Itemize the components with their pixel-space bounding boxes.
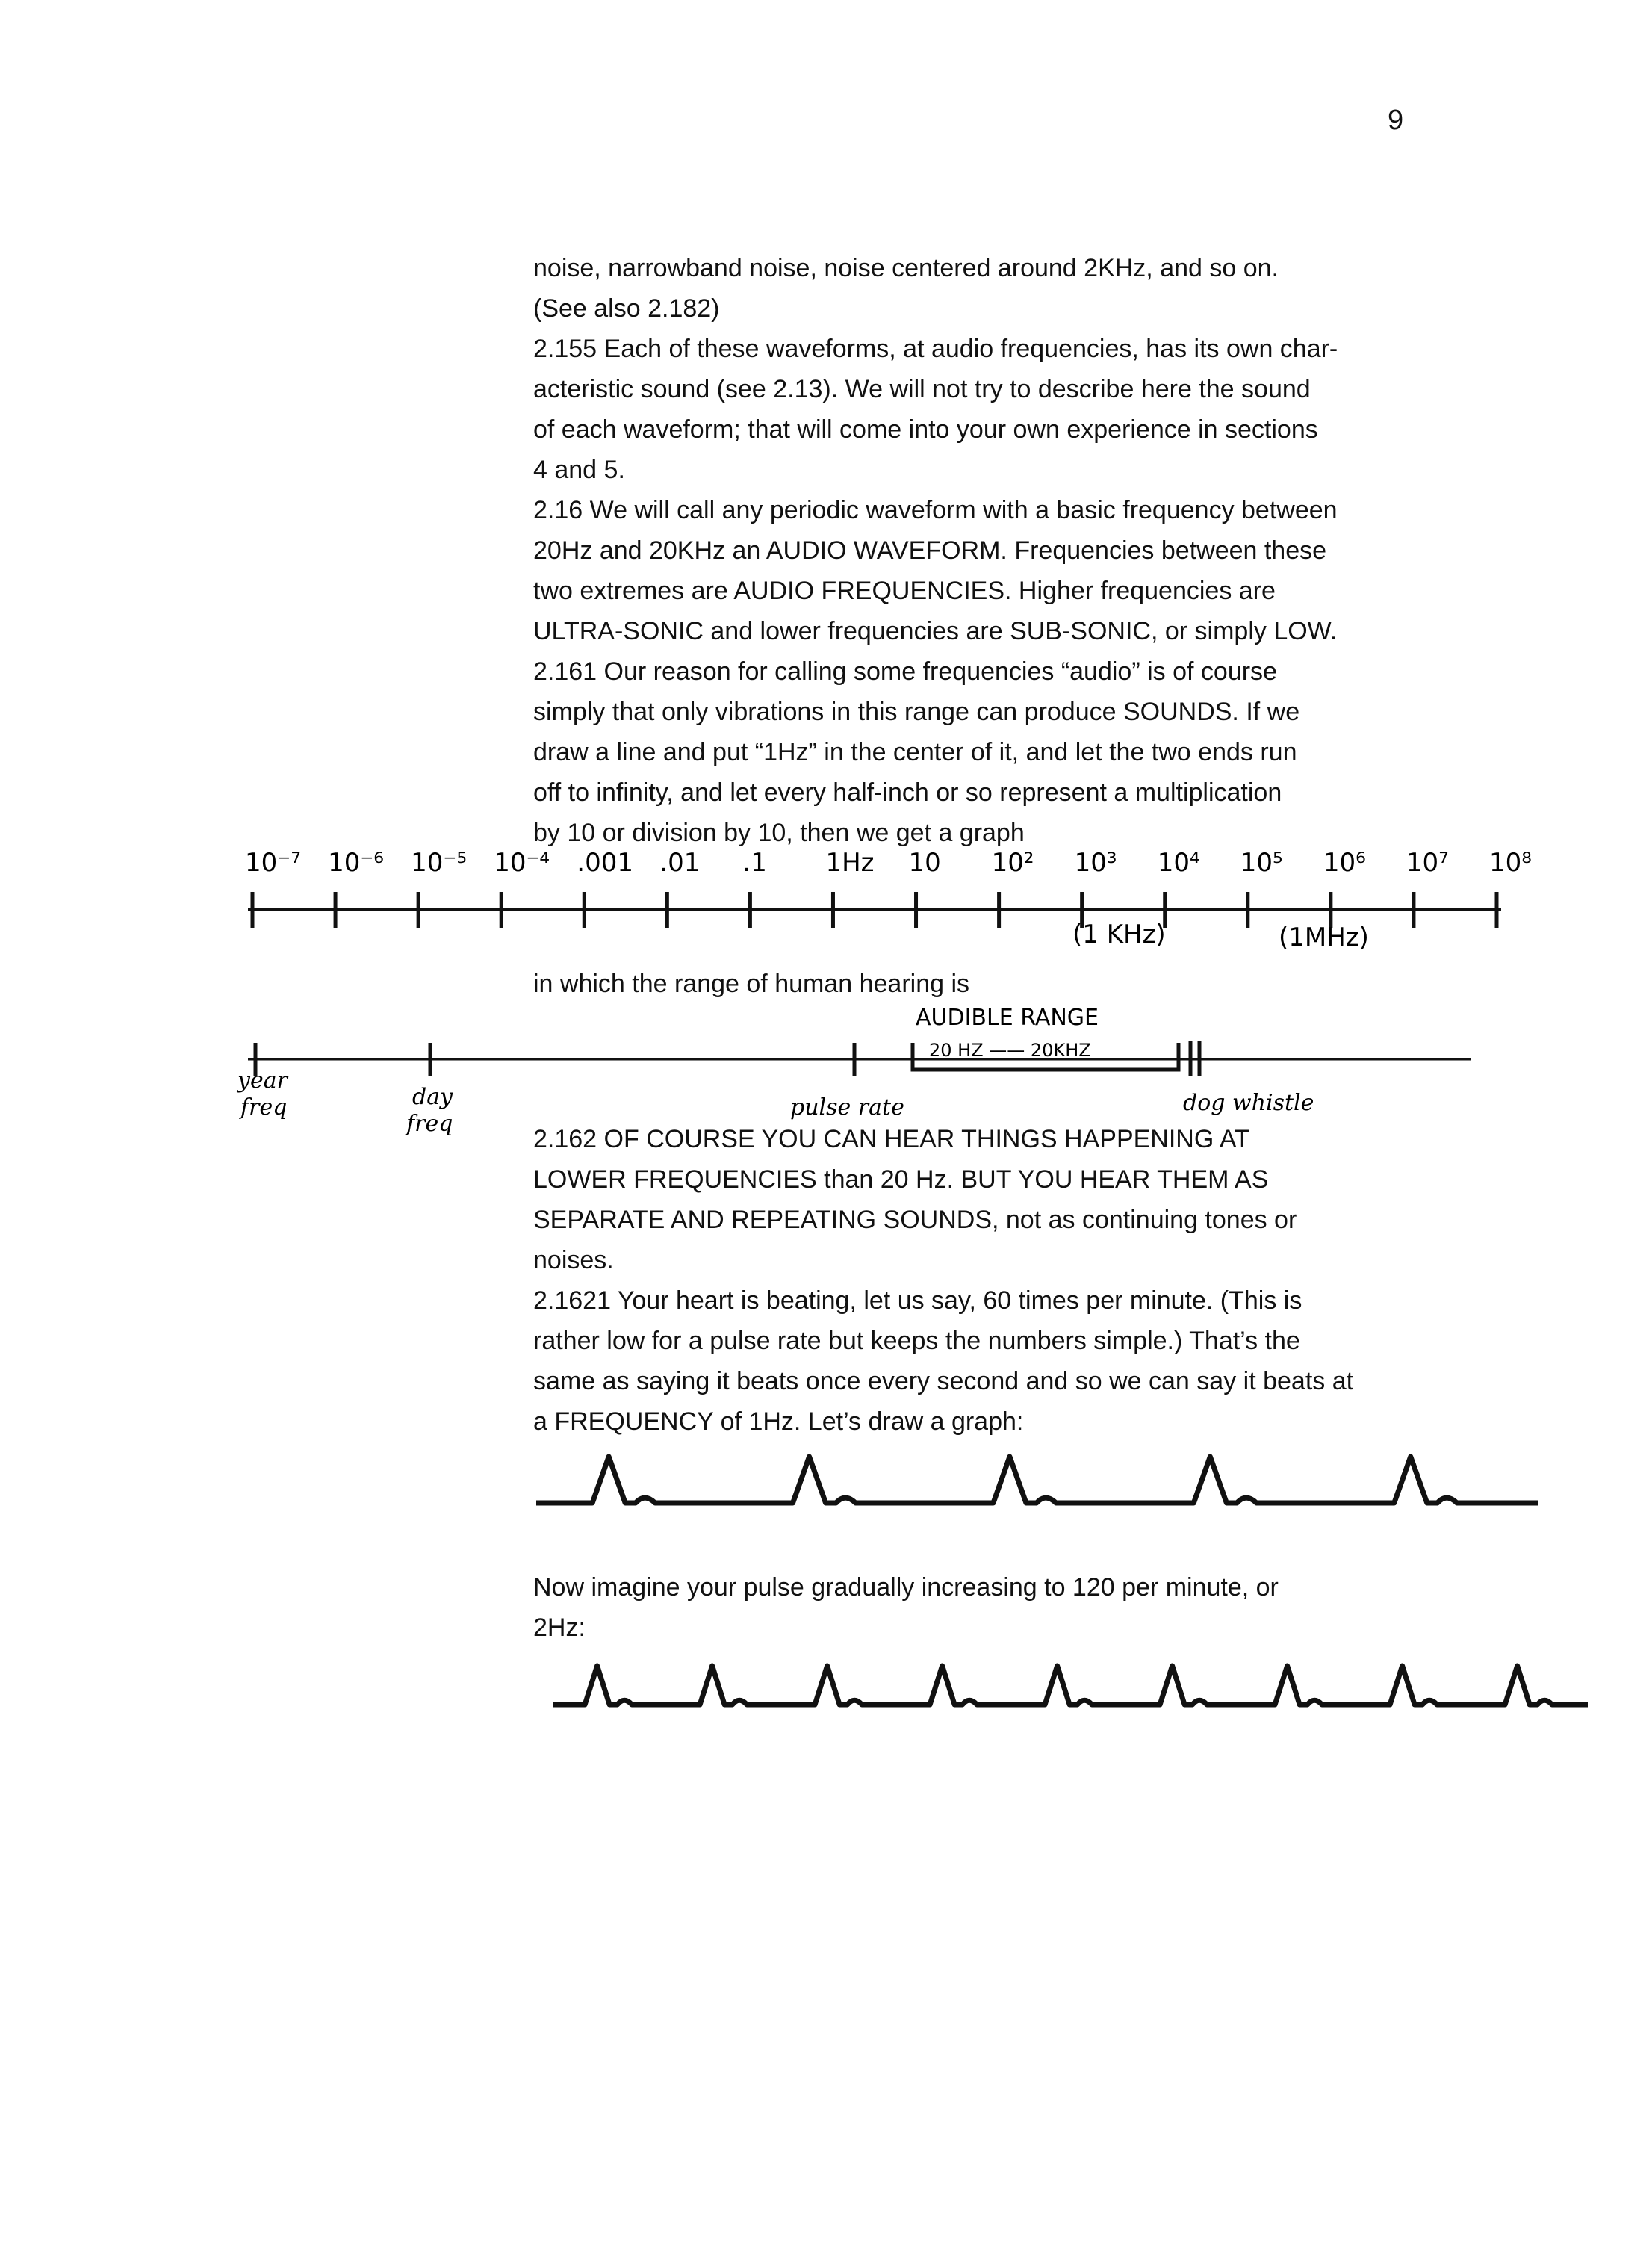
- audible-range-diagram: [236, 1005, 1471, 1137]
- scale-tick-label: 10⁶: [1323, 848, 1366, 878]
- text-line: in which the range of human hearing is: [533, 970, 970, 998]
- day-label: day: [412, 1084, 453, 1110]
- scale-tick-label: .1: [742, 848, 767, 878]
- text-line: LOWER FREQUENCIES than 20 Hz. BUT YOU HEAR THEM AS: [533, 1165, 1269, 1194]
- scale-tick-label: 10⁷: [1406, 848, 1449, 878]
- text-line: 2.16 We will call any periodic waveform with a basic frequency between: [533, 496, 1338, 524]
- scale-sublabel-mhz: (1MHz): [1279, 923, 1369, 952]
- audible-range-label: AUDIBLE RANGE: [916, 1005, 1099, 1031]
- scale-tick-label: 10⁻⁵: [411, 848, 467, 878]
- text-line: SEPARATE AND REPEATING SOUNDS, not as continuing tones or: [533, 1206, 1297, 1234]
- scale-tick-label: .001: [577, 848, 633, 878]
- scale-tick-label: 1Hz: [825, 848, 875, 878]
- text-line: acteristic sound (see 2.13). We will not try to describe here the sound: [533, 375, 1311, 403]
- range-intro: [533, 964, 1534, 1004]
- pulse-rate-label: pulse rate: [790, 1094, 904, 1120]
- year-freq-label: freq: [240, 1094, 288, 1120]
- page-number: 9: [1388, 105, 1404, 136]
- pulse-graph-2hz: [553, 1666, 1588, 1705]
- scale-tick-label: 10⁻⁶: [328, 848, 384, 878]
- text-line: (See also 2.182): [533, 294, 720, 323]
- text-line: noise, narrowband noise, noise centered around 2KHz, and so on.: [533, 254, 1279, 282]
- scale-tick-label: 10⁻⁴: [494, 848, 550, 878]
- text-line: 2Hz:: [533, 1614, 586, 1642]
- scale-tick-label: 10²: [991, 848, 1034, 878]
- text-line: same as saying it beats once every second and so we can say it beats at: [533, 1367, 1354, 1395]
- scale-tick-label: 10⁻⁷: [245, 848, 301, 878]
- text-block-top: [533, 248, 1534, 853]
- text-line: 2.155 Each of these waveforms, at audio frequencies, has its own char-: [533, 335, 1338, 363]
- scale-ticks: [252, 892, 1497, 928]
- text-line: two extremes are AUDIO FREQUENCIES. Higher frequencies are: [533, 577, 1276, 605]
- text-line: 2.161 Our reason for calling some frequencies “audio” is of course: [533, 657, 1277, 686]
- frequency-scale: [245, 848, 1532, 952]
- text-block-bottom: [533, 1567, 1534, 1648]
- text-line: noises.: [533, 1246, 614, 1274]
- scale-tick-label: .01: [659, 848, 701, 878]
- text-line: rather low for a pulse rate but keeps the numbers simple.) That’s the: [533, 1327, 1300, 1355]
- text-line: off to infinity, and let every half-inch or so represent a multiplication: [533, 778, 1282, 807]
- text-line: Now imagine your pulse gradually increasing to 120 per minute, or: [533, 1573, 1279, 1602]
- text-line: of each waveform; that will come into your own experience in sections: [533, 415, 1318, 444]
- text-line: 20Hz and 20KHz an AUDIO WAVEFORM. Frequencies between these: [533, 536, 1327, 565]
- scale-sublabel-khz: (1 KHz): [1072, 920, 1166, 949]
- day-freq-label: freq: [406, 1111, 453, 1137]
- year-label: year: [237, 1067, 288, 1094]
- audible-range-span: 20 HZ —— 20KHZ: [929, 1040, 1091, 1061]
- scale-tick-label: 10³: [1074, 848, 1117, 878]
- scale-tick-label: 10: [908, 848, 941, 878]
- text-line: a FREQUENCY of 1Hz. Let’s draw a graph:: [533, 1407, 1024, 1436]
- scale-tick-label: 10⁸: [1489, 848, 1532, 878]
- text-line: draw a line and put “1Hz” in the center of it, and let the two ends run: [533, 738, 1297, 766]
- text-block-middle: [533, 1119, 1534, 1442]
- text-line: by 10 or division by 10, then we get a graph: [533, 819, 1025, 847]
- scale-tick-label: 10⁴: [1157, 848, 1200, 878]
- scale-tick-label: 10⁵: [1240, 848, 1283, 878]
- text-line: 4 and 5.: [533, 456, 625, 484]
- text-line: 2.1621 Your heart is beating, let us say, 60 times per minute. (This is: [533, 1286, 1302, 1315]
- text-line: simply that only vibrations in this range can produce SOUNDS. If we: [533, 698, 1300, 726]
- audible-range-bracket: [913, 1043, 1179, 1070]
- dog-whistle-label: dog whistle: [1183, 1090, 1314, 1116]
- pulse-graph-1hz: [536, 1457, 1538, 1503]
- text-line: 2.162 OF COURSE YOU CAN HEAR THINGS HAPPENING AT: [533, 1125, 1250, 1153]
- text-line: ULTRA-SONIC and lower frequencies are SUB-SONIC, or simply LOW.: [533, 617, 1338, 645]
